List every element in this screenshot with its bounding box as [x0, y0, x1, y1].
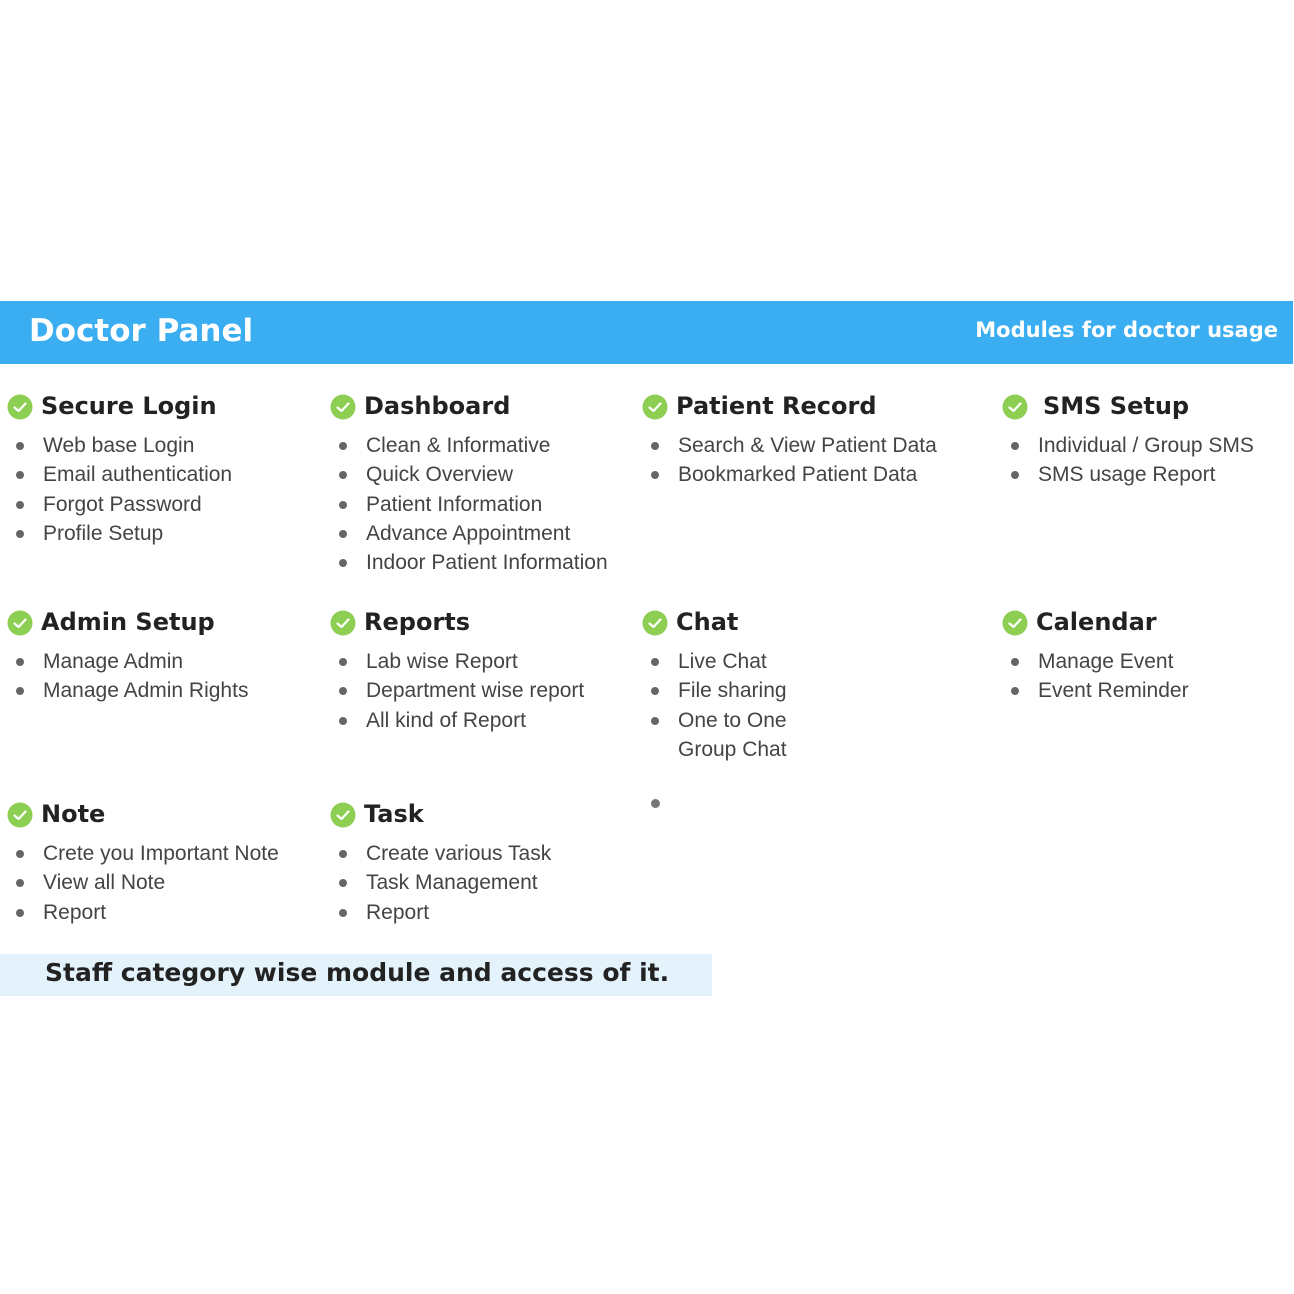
bullet-icon: [16, 442, 24, 450]
module-secure-login: [7, 391, 232, 548]
module-items: [330, 647, 584, 735]
list-item: View all Note: [7, 868, 279, 897]
list-item: Email authentication: [7, 460, 232, 489]
module-title: Secure Login: [41, 392, 217, 420]
list-item: Group Chat: [678, 737, 787, 761]
list-item: Manage Admin: [7, 647, 248, 676]
list-item: Quick Overview: [330, 460, 608, 489]
page-subtitle: Modules for doctor usage: [975, 318, 1278, 342]
bullet-icon: [1011, 658, 1019, 666]
check-circle-icon: [1002, 394, 1028, 420]
list-item: Create various Task: [330, 839, 551, 868]
list-item: Clean & Informative: [330, 431, 608, 460]
bullet-icon: [339, 530, 347, 538]
module-items: [330, 839, 551, 927]
list-item: Bookmarked Patient Data: [642, 460, 937, 489]
list-item: Lab wise Report: [330, 647, 584, 676]
module-items: [7, 431, 232, 548]
check-circle-icon: [642, 610, 668, 636]
module-title: Chat: [676, 608, 739, 636]
module-items: [7, 839, 279, 927]
check-circle-icon: [7, 394, 33, 420]
list-item: Indoor Patient Information: [330, 548, 608, 577]
bullet-icon: [339, 850, 347, 858]
page-title: Doctor Panel: [29, 313, 254, 349]
module-title: Patient Record: [676, 392, 877, 420]
list-item: Report: [330, 898, 551, 927]
check-circle-icon: [330, 394, 356, 420]
module-items: [642, 647, 787, 764]
bullet-icon: [651, 442, 659, 450]
check-circle-icon: [642, 394, 668, 420]
bullet-icon: [651, 799, 660, 808]
module-title: Admin Setup: [41, 608, 215, 636]
bullet-icon: [16, 687, 24, 695]
check-circle-icon: [330, 610, 356, 636]
module-dashboard: [330, 391, 608, 577]
bullet-icon: [339, 717, 347, 725]
bullet-icon: [16, 501, 24, 509]
module-task: [330, 799, 551, 927]
bullet-icon: [339, 687, 347, 695]
bullet-icon: [651, 658, 659, 666]
list-item: Manage Admin Rights: [7, 676, 248, 705]
list-item: Task Management: [330, 868, 551, 897]
bullet-icon: [651, 717, 659, 725]
module-title: Calendar: [1036, 608, 1157, 636]
list-item: Report: [7, 898, 279, 927]
list-item: Forgot Password: [7, 490, 232, 519]
bullet-icon: [339, 501, 347, 509]
check-circle-icon: [7, 610, 33, 636]
check-circle-icon: [330, 802, 356, 828]
module-title: Reports: [364, 608, 471, 636]
bullet-icon: [16, 471, 24, 479]
module-chat: [642, 607, 787, 764]
bullet-icon: [651, 471, 659, 479]
bullet-icon: [16, 850, 24, 858]
bullet-icon: [339, 442, 347, 450]
list-item: One to One: [642, 706, 787, 735]
bullet-icon: [1011, 442, 1019, 450]
module-title: Task: [364, 800, 424, 828]
module-items: [1002, 647, 1189, 706]
module-items: [7, 647, 248, 706]
bullet-icon: [16, 530, 24, 538]
list-item: Search & View Patient Data: [642, 431, 937, 460]
list-item: SMS usage Report: [1002, 460, 1254, 489]
module-items: [642, 431, 937, 490]
footer-caption: Staff category wise module and access of it.: [45, 958, 670, 987]
bullet-icon: [1011, 471, 1019, 479]
list-item: Department wise report: [330, 676, 584, 705]
check-circle-icon: [7, 802, 33, 828]
bullet-icon: [651, 687, 659, 695]
list-item: File sharing: [642, 676, 787, 705]
module-note: [7, 799, 279, 927]
list-item: Profile Setup: [7, 519, 232, 548]
list-item: Individual / Group SMS: [1002, 431, 1254, 460]
bullet-icon: [339, 471, 347, 479]
module-title: Dashboard: [364, 392, 511, 420]
module-items: [1002, 431, 1254, 490]
list-item: Patient Information: [330, 490, 608, 519]
module-items: [330, 431, 608, 577]
module-admin-setup: [7, 607, 248, 706]
bullet-icon: [339, 909, 347, 917]
bullet-icon: [16, 909, 24, 917]
bullet-icon: [339, 559, 347, 567]
bullet-icon: [1011, 687, 1019, 695]
list-item: Crete you Important Note: [7, 839, 279, 868]
bullet-icon: [339, 658, 347, 666]
list-item: Advance Appointment: [330, 519, 608, 548]
module-reports: [330, 607, 584, 735]
list-item: Web base Login: [7, 431, 232, 460]
list-item: All kind of Report: [330, 706, 584, 735]
check-circle-icon: [1002, 610, 1028, 636]
list-item: Live Chat: [642, 647, 787, 676]
bullet-icon: [16, 879, 24, 887]
module-calendar: [1002, 607, 1189, 706]
list-item: Event Reminder: [1002, 676, 1189, 705]
module-sms-setup: [1002, 391, 1254, 490]
bullet-icon: [339, 879, 347, 887]
module-title: Note: [41, 800, 106, 828]
list-item: Manage Event: [1002, 647, 1189, 676]
module-patient-record: [642, 391, 937, 490]
bullet-icon: [16, 658, 24, 666]
module-title: SMS Setup: [1043, 392, 1190, 420]
